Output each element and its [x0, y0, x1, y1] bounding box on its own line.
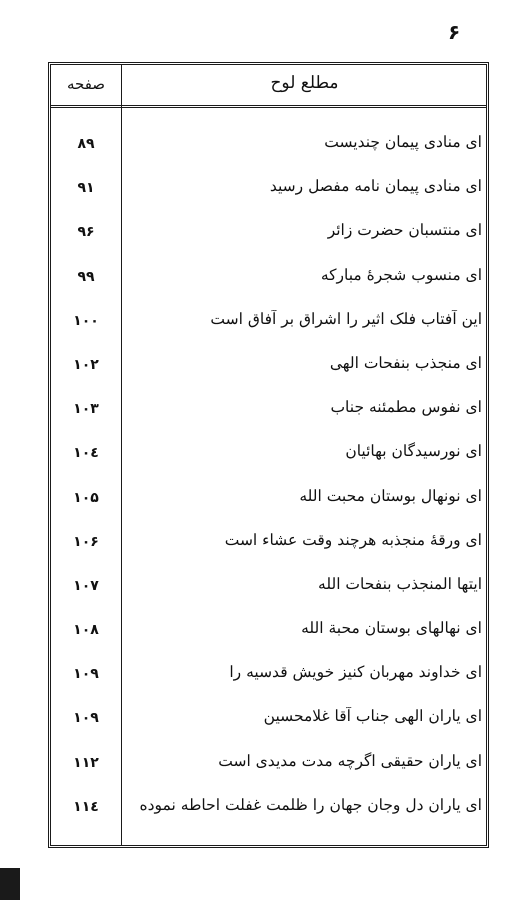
toc-entry-title: ای یاران دل وجان جهان را ظلمت غفلت احاطه نموده: [139, 795, 482, 814]
toc-entry-page: ۹۹: [77, 268, 95, 285]
toc-entry-page: ۱۰۷: [73, 577, 99, 594]
toc-row: [51, 613, 486, 657]
toc-entry-title: این آفتاب فلک اثیر را اشراق بر آفاق است: [210, 309, 482, 328]
toc-entry-page: ۱۰۰: [73, 312, 99, 329]
toc-entry-page: ۹۱: [77, 180, 95, 197]
table-of-contents: [48, 62, 489, 848]
toc-entry-page: ۸۹: [77, 136, 95, 152]
toc-entry-title: ای نورسیدگان بهائیان: [345, 442, 482, 461]
toc-entry-title: ای یاران حقیقی اگرچه مدت مدیدی است: [218, 751, 482, 770]
toc-row: [51, 746, 486, 790]
toc-entry-page: ۹۶: [77, 224, 95, 241]
toc-row: [51, 569, 486, 613]
toc-row: [51, 790, 486, 834]
toc-entry-title: ای منادی پیمان نامه مفصل رسید: [269, 177, 482, 196]
toc-entry-page: ۱۰۵: [73, 489, 99, 506]
toc-row: [51, 171, 486, 215]
toc-entry-page: ۱۱٤: [73, 798, 99, 815]
column-header-title: مطلع لوح: [270, 73, 339, 93]
toc-row: [51, 392, 486, 436]
column-header-page: صفحه: [66, 75, 106, 93]
toc-entry-page: ۱۱۲: [73, 754, 99, 771]
toc-entry-title: ای نهالهای بوستان محبة الله: [301, 619, 482, 638]
toc-row: [51, 215, 486, 259]
toc-row: [51, 525, 486, 569]
toc-row: [51, 657, 486, 701]
toc-entry-title: ای منتسبان حضرت زائر: [327, 221, 482, 240]
toc-entry-page: ۱۰۲: [73, 356, 99, 373]
toc-row: [51, 701, 486, 745]
toc-entry-title: ای یاران الهی جناب آقا غلامحسین: [263, 707, 482, 726]
toc-entry-title: ای منجذب بنفحات الهی: [329, 353, 482, 372]
page-number: ۶: [448, 20, 461, 44]
toc-entry-page: ۱۰۹: [73, 666, 99, 683]
toc-entry-page: ۱۰٤: [73, 445, 99, 462]
toc-entry-page: ۱۰۶: [73, 533, 99, 550]
toc-entry-title: ای ورقهٔ منجذبه هرچند وقت عشاء است: [224, 530, 482, 549]
toc-entry-page: ۱۰۳: [73, 401, 99, 418]
toc-row: [51, 436, 486, 480]
toc-entry-page: ۱۰۸: [73, 622, 99, 639]
toc-entry-title: ای نونهال بوستان محبت الله: [299, 486, 482, 505]
toc-row: [51, 127, 486, 171]
toc-entry-title: ای نفوس مطمئنه جناب: [330, 398, 482, 417]
scan-edge-mark: [0, 868, 20, 900]
toc-entry-title: ای خداوند مهربان کنیز خویش قدسیه را: [229, 663, 482, 682]
toc-row: [51, 260, 486, 304]
toc-row: [51, 348, 486, 392]
toc-rows: [51, 127, 486, 834]
toc-entry-title: ای منادی پیمان چندیست: [324, 133, 482, 151]
toc-entry-page: ۱۰۹: [73, 710, 99, 727]
toc-entry-title: ایتها المنجذب بنفحات الله: [318, 574, 482, 593]
toc-entry-title: ای منسوب شجرهٔ مبارکه: [320, 265, 482, 284]
toc-row: [51, 304, 486, 348]
toc-row: [51, 481, 486, 525]
header-divider: [51, 105, 486, 108]
